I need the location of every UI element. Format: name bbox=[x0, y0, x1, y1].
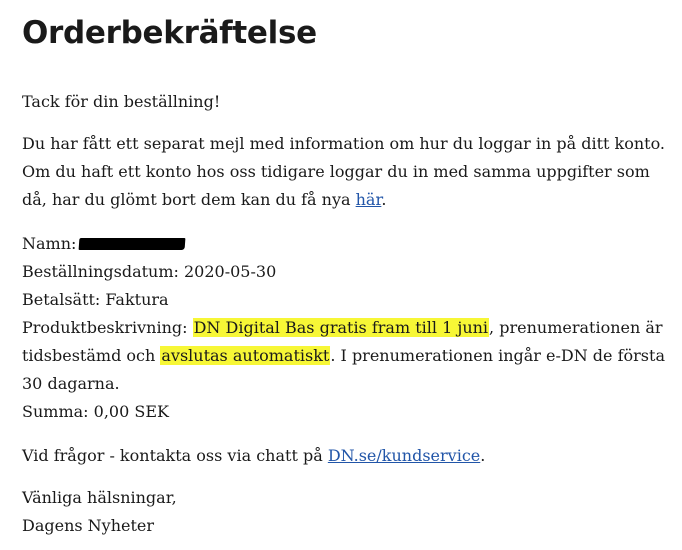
signoff-text: Vänliga hälsningar, bbox=[22, 488, 177, 507]
customer-service-link[interactable]: DN.se/kundservice bbox=[327, 446, 481, 465]
email-body bbox=[22, 0, 672, 540]
name-label: Namn: bbox=[22, 234, 77, 253]
greeting-text: Tack för din beställning! bbox=[22, 92, 221, 111]
sum-value: 0,00 SEK bbox=[93, 402, 169, 421]
payment-method-value: Faktura bbox=[105, 290, 169, 309]
signature-text: Dagens Nyheter bbox=[22, 516, 155, 535]
new-credentials-link[interactable]: här bbox=[355, 190, 382, 209]
product-text-1: , prenumerationen är tidsbestämd och bbox=[22, 318, 663, 365]
order-date-value: 2020-05-30 bbox=[184, 262, 277, 281]
order-details bbox=[22, 230, 672, 426]
sum-label: Summa: bbox=[22, 402, 89, 421]
product-name-highlight: DN Digital Bas gratis fram till 1 juni bbox=[193, 318, 489, 337]
contact-paragraph bbox=[22, 442, 672, 470]
product-text-2: . I prenumerationen ingår e-DN de första 30 dagarna. bbox=[22, 346, 665, 393]
redacted-name bbox=[79, 238, 186, 250]
payment-label: Betalsätt: bbox=[22, 290, 101, 309]
product-label: Produktbeskrivning: bbox=[22, 318, 188, 337]
login-info-text: Du har fått ett separat mejl med information om hur du loggar in på ditt konto. Om du haft ett konto hos oss tidigare loggar du in med samma uppgifter som då, har du glömt bort dem kan du få nya bbox=[22, 134, 666, 209]
login-info-end: . bbox=[381, 190, 387, 209]
contact-end: . bbox=[480, 446, 486, 465]
auto-cancel-highlight: avslutas automatiskt bbox=[161, 346, 330, 365]
page-title: Orderbekräftelse bbox=[22, 15, 317, 51]
contact-text: Vid frågor - kontakta oss via chatt på bbox=[22, 446, 328, 465]
order-date-label: Beställningsdatum: bbox=[22, 262, 179, 281]
signoff-paragraph bbox=[22, 484, 672, 540]
login-info-paragraph bbox=[22, 130, 672, 214]
